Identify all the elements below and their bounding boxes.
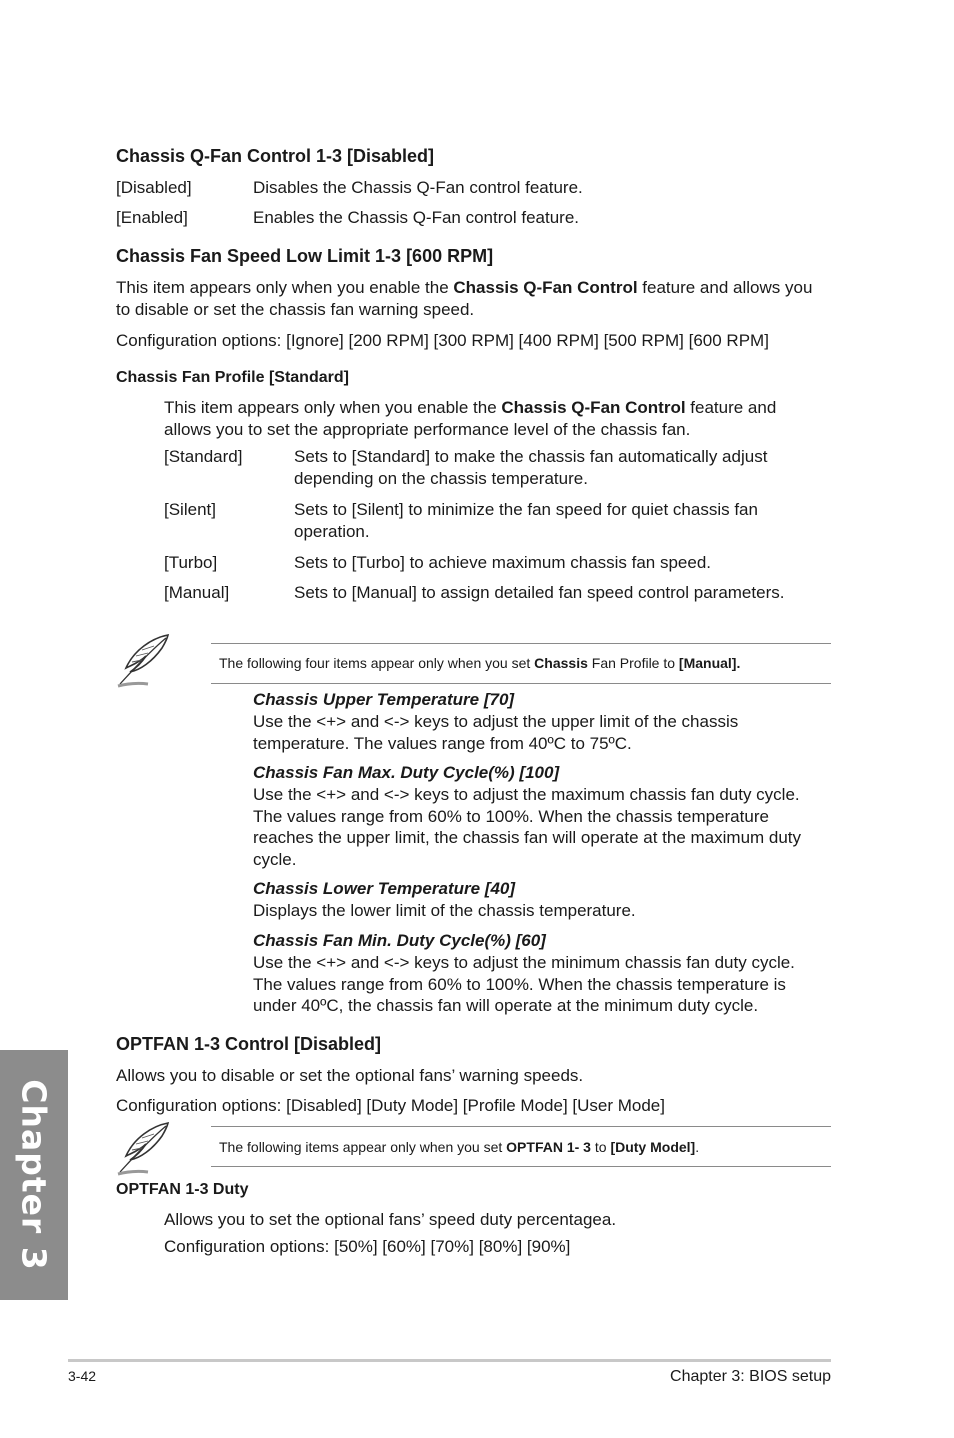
config-options-text: Configuration options: [Ignore] [200 RPM] [300 RPM] [400 RPM] [500 RPM] [600 RPM]	[116, 331, 769, 350]
note-divider-bottom	[211, 683, 831, 684]
config-options-text: Configuration options: [Disabled] [Duty Mode] [Profile Mode] [User Mode]	[116, 1096, 665, 1115]
note-text: The following four items appear only when you set Chassis Fan Profile to [Manual].	[219, 655, 741, 671]
subitem-title-min-duty-cycle: Chassis Fan Min. Duty Cycle(%) [60]	[253, 931, 546, 950]
section-heading-chassis-qfan-control: Chassis Q-Fan Control 1-3 [Disabled]	[116, 146, 435, 166]
footer-section-title: Chapter 3: BIOS setup	[670, 1368, 831, 1385]
section-heading-optfan-control: OPTFAN 1-3 Control [Disabled]	[116, 1034, 382, 1054]
note-divider-bottom	[211, 1166, 831, 1167]
subitem-desc-min-duty-cycle: Use the <+> and <-> keys to adjust the minimum chassis fan duty cycle. The values range from 60% to 100%. When the chassis temperature is under 40ºC, the chassis fan will operate at the minimum duty cycle.	[253, 953, 795, 1015]
option-desc-silent: Sets to [Silent] to minimize the fan speed for quiet chassis fan operation.	[294, 500, 758, 541]
chapter-side-tab	[0, 1050, 68, 1300]
chapter-tab-label: Chapter 3	[14, 1079, 54, 1271]
option-term-manual: [Manual]	[164, 583, 230, 602]
config-options-text: Configuration options: [50%] [60%] [70%] [80%] [90%]	[164, 1237, 571, 1256]
section-paragraph: This item appears only when you enable the Chassis Q-Fan Control feature and allows you to set the appropriate performance level of the chassis fan.	[164, 398, 777, 439]
section-heading-optfan-duty: OPTFAN 1-3 Duty	[116, 1181, 249, 1198]
footer-divider	[68, 1359, 831, 1362]
option-desc-manual: Sets to [Manual] to assign detailed fan speed control parameters.	[294, 583, 785, 602]
option-term-enabled: [Enabled]	[116, 208, 188, 227]
option-desc-disabled: Disables the Chassis Q-Fan control feature.	[253, 178, 583, 197]
option-desc-standard: Sets to [Standard] to make the chassis fan automatically adjust depending on the chassis temperature.	[294, 447, 768, 488]
option-desc-turbo: Sets to [Turbo] to achieve maximum chassis fan speed.	[294, 553, 712, 572]
section-description: Allows you to set the optional fans’ speed duty percentagea.	[164, 1210, 617, 1229]
option-term-turbo: [Turbo]	[164, 553, 218, 572]
quill-pen-icon	[112, 632, 172, 690]
subitem-desc-lower-temperature: Displays the lower limit of the chassis temperature.	[253, 901, 636, 920]
section-heading-fan-speed-low-limit: Chassis Fan Speed Low Limit 1-3 [600 RPM]	[116, 246, 494, 266]
note-text: The following items appear only when you set OPTFAN 1- 3 to [Duty Model].	[219, 1139, 700, 1155]
section-paragraph: This item appears only when you enable the Chassis Q-Fan Control feature and allows you to disable or set the chassis fan warning speed.	[116, 278, 813, 319]
note-divider-top	[211, 643, 831, 644]
subitem-desc-max-duty-cycle: Use the <+> and <-> keys to adjust the maximum chassis fan duty cycle. The values range from 60% to 100%. When the chassis temperature reaches the upper limit, the chassis fan will operate at the maximum duty cycle.	[253, 785, 802, 869]
subitem-desc-upper-temperature: Use the <+> and <-> keys to adjust the upper limit of the chassis temperature. The values range from 40ºC to 75ºC.	[253, 712, 739, 753]
section-heading-fan-profile: Chassis Fan Profile [Standard]	[116, 369, 349, 386]
section-description: Allows you to disable or set the optional fans’ warning speeds.	[116, 1066, 584, 1085]
option-term-standard: [Standard]	[164, 447, 243, 466]
subitem-title-max-duty-cycle: Chassis Fan Max. Duty Cycle(%) [100]	[253, 763, 560, 782]
option-term-silent: [Silent]	[164, 500, 216, 519]
note-divider-top	[211, 1126, 831, 1127]
page-number: 3-42	[68, 1368, 97, 1384]
option-term-disabled: [Disabled]	[116, 178, 192, 197]
subitem-title-upper-temperature: Chassis Upper Temperature [70]	[253, 690, 515, 709]
option-desc-enabled: Enables the Chassis Q-Fan control feature.	[253, 208, 579, 227]
subitem-title-lower-temperature: Chassis Lower Temperature [40]	[253, 879, 516, 898]
quill-pen-icon	[112, 1120, 172, 1178]
